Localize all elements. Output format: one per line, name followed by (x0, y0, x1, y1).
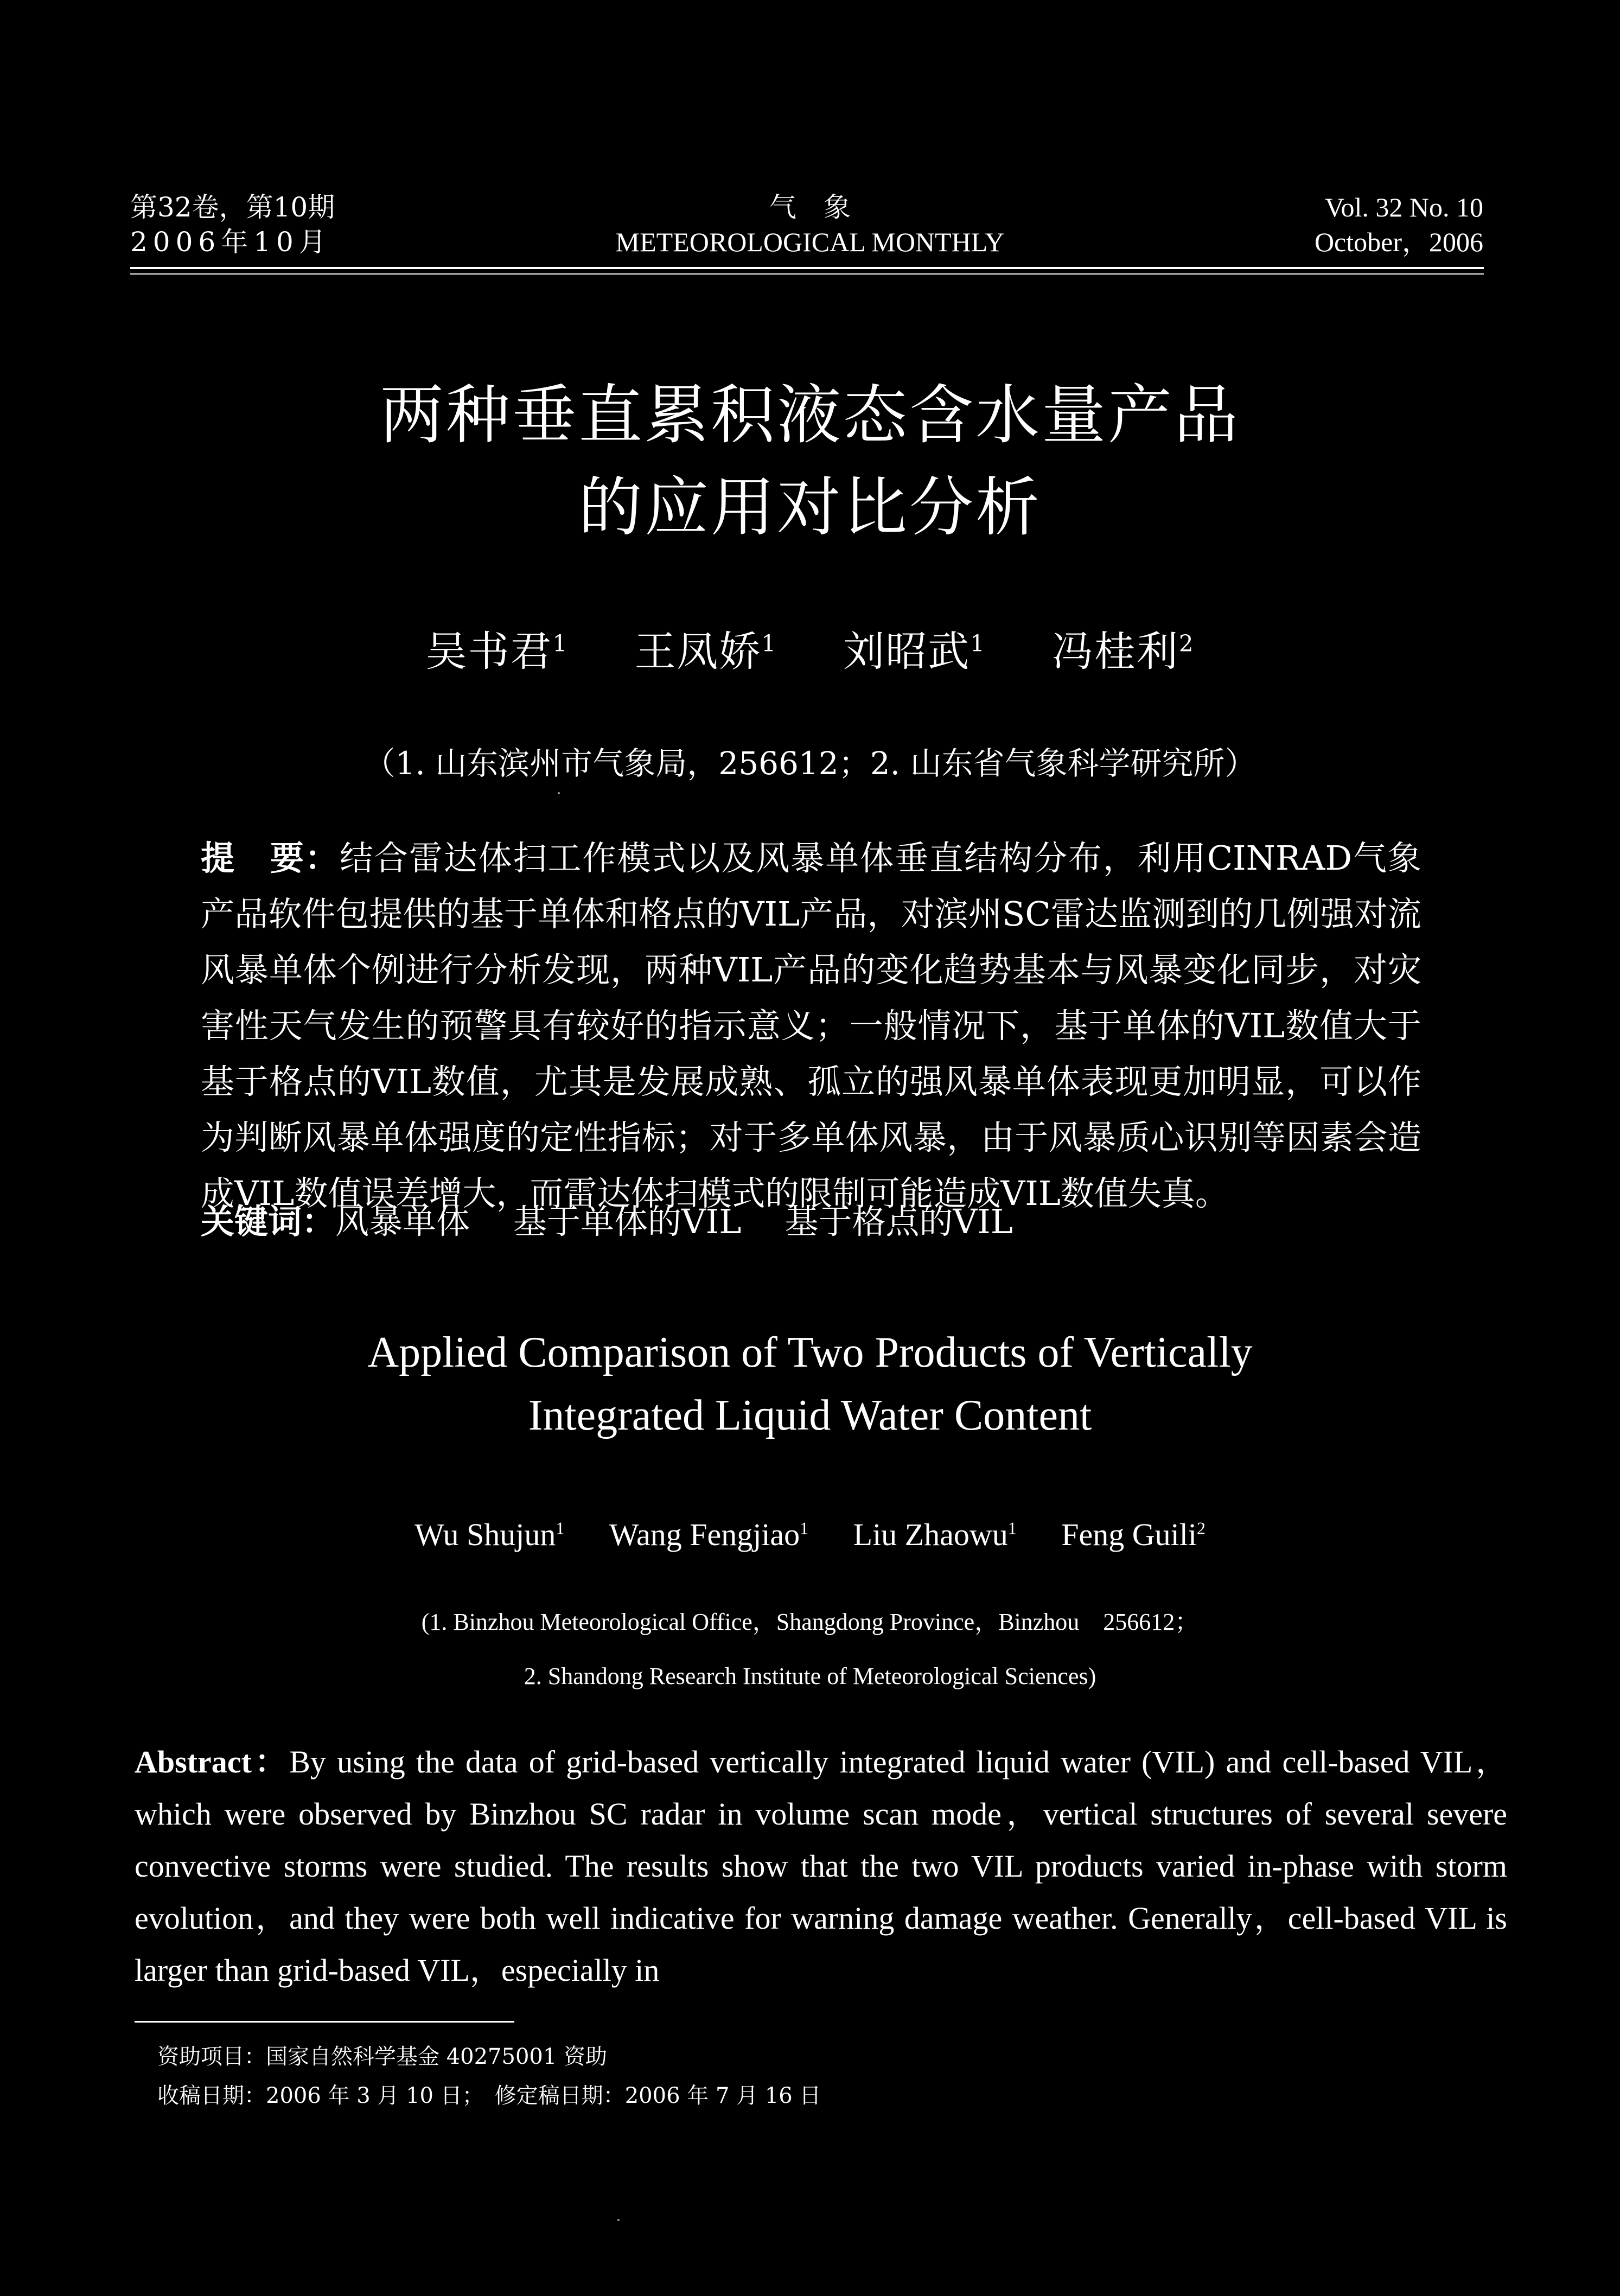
author-list-en (0, 1516, 1620, 1553)
abstract-en (135, 1736, 1507, 1997)
page-title-zh (0, 369, 1620, 553)
keyword: 基于单体的VIL (513, 1202, 742, 1241)
footnote-funding: 资助项目：国家自然科学基金 40275001 资助 (157, 2044, 608, 2069)
author-en: Wang Fengjiao$^1$ (609, 1517, 809, 1552)
affiliation-en (0, 1595, 1620, 1704)
author-en: Liu Zhaowu$^1$ (853, 1517, 1017, 1552)
keyword: 风暴单体 (335, 1202, 470, 1241)
title-zh-line2: 的应用对比分析 (578, 470, 1042, 545)
journal-volume-en (1315, 190, 1483, 259)
volume-number: Vol. 32 No. 10 (1324, 192, 1483, 222)
abstract-zh (201, 830, 1421, 1221)
affiliation-zh: （1. 山东滨州市气象局，256612；2. 山东省气象科学研究所） (363, 745, 1257, 782)
author-zh: 王凤娇$^1$ (634, 627, 777, 675)
issue-volume: 第32卷，第10期 (130, 192, 335, 223)
affiliation-en-line2: 2. Shandong Research Institute of Meteorological Sciences) (524, 1663, 1096, 1689)
header-rule-top (130, 267, 1484, 269)
title-zh-line1: 两种垂直累积液态含水量产品 (379, 378, 1240, 452)
journal-name-zh: 气 象 (769, 192, 851, 223)
footnote-rule (135, 2021, 514, 2023)
author-list-zh (0, 618, 1620, 678)
author-zh: 刘昭武$^1$ (843, 627, 986, 675)
keywords-zh-label: 关键词： (201, 1202, 336, 1241)
title-en-line1: Applied Comparison of Two Products of Vertically (367, 1329, 1253, 1376)
author-en: Feng Guili$^2$ (1061, 1517, 1206, 1552)
scan-speck (617, 2219, 620, 2221)
author-zh: 吴书君$^1$ (425, 627, 569, 675)
volume-date: October，2006 (1314, 227, 1483, 257)
author-zh: 冯桂利$^2$ (1051, 627, 1195, 675)
keywords-zh (201, 1194, 1421, 1249)
affiliation-en-line1: (1. Binzhou Meteorological Office，Shangdong Province，Binzhou 256612； (421, 1609, 1199, 1635)
title-en-line2: Integrated Liquid Water Content (528, 1392, 1092, 1439)
page-title-en (0, 1321, 1620, 1447)
keyword: 基于格点的VIL (785, 1202, 1013, 1241)
abstract-en-label: Abstract： (135, 1744, 290, 1780)
issue-date: 2006年10月 (130, 226, 331, 258)
footnote-dates: 收稿日期：2006 年 3 月 10 日； 修定稿日期：2006 年 7 月 16 日 (157, 2083, 821, 2108)
abstract-zh-label: 提 要： (201, 838, 340, 878)
header-rule-bottom (130, 273, 1484, 275)
abstract-zh-text: 结合雷达体扫工作模式以及风暴单体垂直结构分布，利用CINRAD气象产品软件包提供的基于单体和格点的VIL产品，对滨州SC雷达监测到的几例强对流风暴单体个例进行分析发现，两种VIL产品的变化趋势基本与风暴变化同步，对灾害性天气发生的预警具有较好的指示意义；一般情况下，基于单体的VIL数值大于基于格点的VIL数值，尤其是发展成熟、孤立的强风暴单体表现更加明显，可以作为判断风暴单体强度的定性指标；对于多单体风暴，由于风暴质心识别等因素会造成VIL数值误差增大，而雷达体扫模式的限制可能造成VIL数值失真。 (201, 838, 1421, 1213)
footnote (157, 2037, 821, 2115)
abstract-en-text: By using the data of grid-based vertically integrated liquid water (VIL) and cell-based VIL，which were observed by Binzhou SC radar in volume scan mode，vertical structures of several severe convective storms were studied. The results show that the two VIL products varied in-phase with storm evolution，and they were both well indicative for warning damage weather. Generally，cell-based VIL is larger than grid-based VIL，especially in (135, 1744, 1507, 1988)
scan-speck (558, 792, 560, 794)
author-en: Wu Shujun$^1$ (414, 1517, 565, 1552)
journal-name-en: METEOROLOGICAL MONTHLY (615, 227, 1005, 257)
